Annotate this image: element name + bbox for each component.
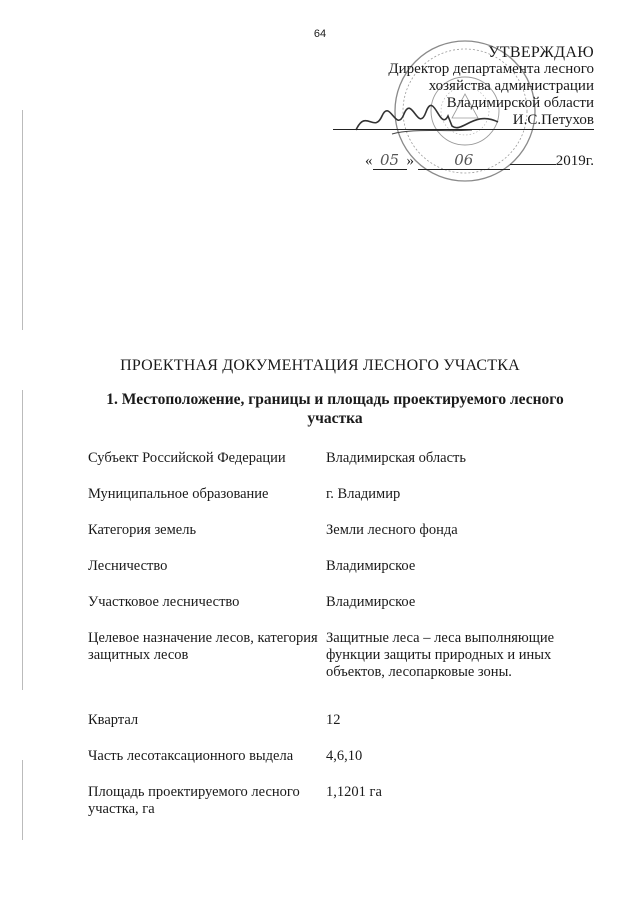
approver-name: И.С.Петухов — [333, 112, 594, 130]
field-label: Площадь проектируемого лесного участка, га — [88, 784, 300, 817]
scan-edge-mark — [22, 110, 23, 330]
field-row — [88, 594, 588, 611]
field-value: Владимирское — [326, 558, 416, 574]
field-label: Муниципальное образование — [88, 486, 269, 502]
field-row — [88, 558, 588, 575]
fields-list — [88, 450, 588, 837]
field-label: Участковое лесничество — [88, 594, 240, 610]
field-value: Владимирское — [326, 594, 416, 610]
approval-line: Владимирской области — [446, 95, 594, 111]
field-label: Лесничество — [88, 558, 168, 574]
field-row — [88, 784, 588, 818]
page-number: 64 — [313, 28, 327, 40]
scan-edge-mark — [22, 760, 23, 840]
approval-line: хозяйства администрации — [428, 78, 594, 94]
section-title: 1. Местоположение, границы и площадь проектируемого лесного участка — [106, 391, 564, 427]
field-value: г. Владимир — [326, 486, 401, 502]
field-row — [88, 712, 588, 729]
approval-line: Директор департамента лесного — [388, 61, 594, 77]
field-row — [88, 450, 588, 467]
field-row — [88, 486, 588, 503]
scan-edge-mark — [22, 390, 23, 690]
field-value: Владимирская область — [326, 450, 466, 466]
field-label: Субъект Российской Федерации — [88, 450, 286, 466]
date-blank — [510, 164, 556, 165]
field-label: Целевое назначение лесов, категория защитных лесов — [88, 630, 318, 663]
field-row — [88, 522, 588, 539]
field-value: Защитные леса – леса выполняющие функции защиты природных и иных объектов, лесопарковые зоны. — [326, 630, 555, 680]
field-row — [88, 748, 588, 765]
field-value: 1,1201 га — [326, 784, 382, 800]
date-open-quote: « — [365, 153, 373, 169]
field-value: 4,6,10 — [326, 748, 363, 764]
date-close-quote: » — [406, 153, 415, 169]
approval-date — [333, 152, 594, 170]
date-year: 2019г. — [555, 153, 594, 169]
field-label: Категория земель — [88, 522, 197, 538]
date-day: 05 — [373, 152, 407, 170]
approval-block — [333, 44, 594, 170]
field-row — [88, 630, 588, 681]
document-title: ПРОЕКТНАЯ ДОКУМЕНТАЦИЯ ЛЕСНОГО УЧАСТКА — [120, 357, 520, 374]
field-value: 12 — [326, 712, 341, 728]
approval-heading: УТВЕРЖДАЮ — [488, 44, 594, 61]
field-label: Квартал — [88, 712, 139, 728]
field-value: Земли лесного фонда — [326, 522, 458, 538]
field-label: Часть лесотаксационного выдела — [88, 748, 294, 764]
date-month: 06 — [418, 152, 510, 170]
